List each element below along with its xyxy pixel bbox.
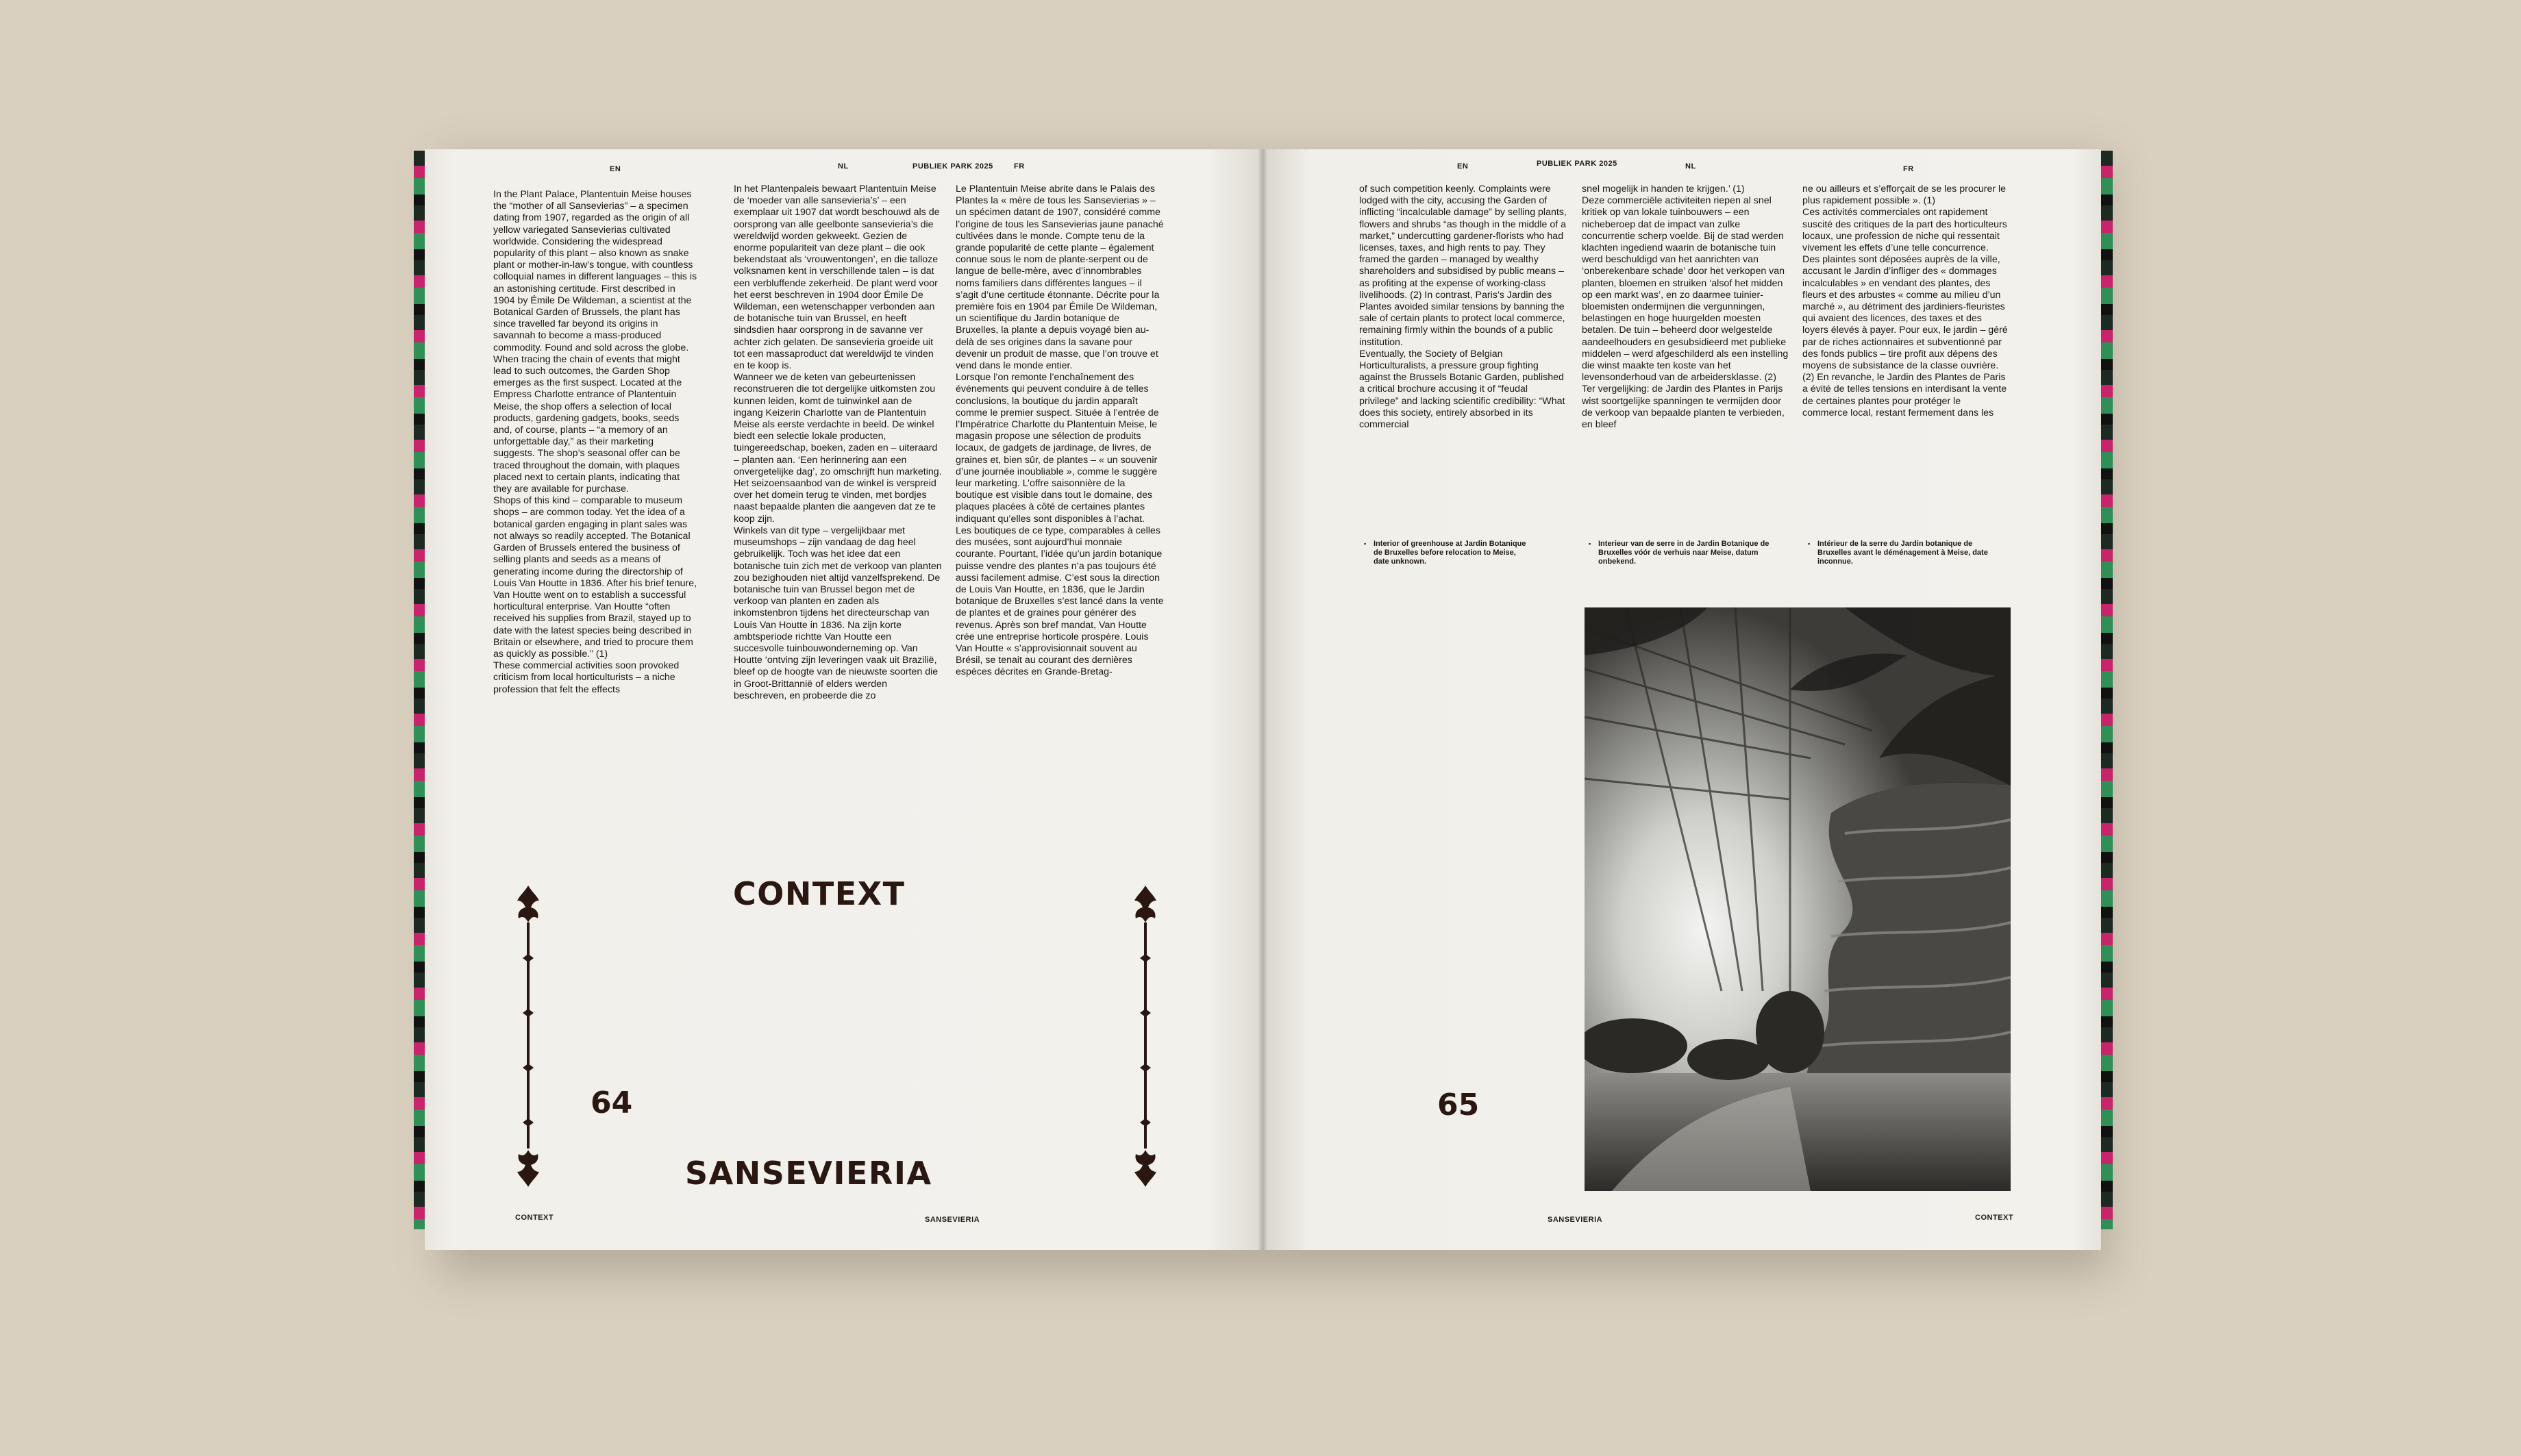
fleuron-ornament-icon bbox=[514, 886, 542, 1187]
footer-context: CONTEXT bbox=[1975, 1214, 2014, 1222]
header-lang-en: EN bbox=[1457, 162, 1469, 171]
header-lang-nl: NL bbox=[1685, 162, 1696, 171]
fleuron-ornament-icon bbox=[1132, 886, 1159, 1187]
page-number: 65 bbox=[1437, 1088, 1480, 1122]
header-lang-en: EN bbox=[610, 165, 621, 173]
greenhouse-photograph bbox=[1585, 607, 2011, 1191]
caption-dutch: ▪ Interieur van de serre in de Jardin Botanique de Bruxelles vóór de verhuis naar Meise, datum onbekend. bbox=[1598, 540, 1776, 566]
header-lang-fr: FR bbox=[1903, 165, 1914, 173]
footer-sansevieria: SANSEVIERIA bbox=[1548, 1216, 1603, 1224]
header-lang-fr: FR bbox=[1014, 162, 1025, 171]
column-english: of such competition keenly. Complaints were lodged with the city, accusing the Garden of inflicting “incalculable damage” by selling plants, flowers and shrubs “as though in the middle of a market,” undercutting gardener-florists who had licenses, taxes, and high rents to pay. They framed the garden – managed by wealthy shareholders and subsidised by public means – as profiting at the expense of working-class livelihoods. (2) In contrast, Paris’s Jardin des Plantes avoided similar tensions by banning the sale of certain plants to protect local commerce, remaining firmly within the bounds of a public institution. Eventually, the Society of Belgian Horticulturalists, a pressure group fighting against the Brussels Botanic Garden, published a critical brochure accusing it of “feudal privilege” and lacking scientific credibility: “What does this society, entirely absorbed in its commercial bbox=[1359, 184, 1567, 431]
header-title: PUBLIEK PARK 2025 bbox=[1537, 160, 1617, 168]
footer-sansevieria: SANSEVIERIA bbox=[925, 1216, 980, 1224]
column-french: ne ou ailleurs et s’efforçait de se les procurer le plus rapidement possible ». (1) Ces activités commerciales ont rapidement suscité des critiques de la part des horticulteurs locaux, une profession de niche qui ressentait vivement les effets d’une telle concurrence. Des plaintes sont déposées auprès de la ville, accusant le Jardin d’infliger des « dommages incalculables » en vendant des plantes, des fleurs et des arbustes « comme au milieu d’un marché », au détriment des jardiniers-fleuristes qui avaient des licences, des taxes et des loyers élevés à payer. Pour eux, le jardin – géré par de riches actionnaires et subventionné par des fonds publics – tire profit aux dépens des moyens de subsistance de la classe ouvrière. (2) En revanche, le Jardin des Plantes de Paris a évité de telles tensions en interdisant la vente de certaines plantes pour protéger le commerce local, restant fermement dans les bbox=[1802, 184, 2008, 418]
caption-english: ▪ Interior of greenhouse at Jardin Botanique de Bruxelles before relocation to Meise, date unknown. bbox=[1374, 540, 1531, 566]
column-dutch: snel mogelijk in handen te krijgen.’ (1) Deze commerciële activiteiten riepen al snel kritiek op van lokale tuinbouwers – een nicheberoep dat de impact van zulke concurrentie scherp voelde. Bij de stad werden klachten ingediend waarin de botanische tuin werd beschuldigd van het aanrichten van ‘onberekenbare schade’ door het verkopen van planten, bloemen en struiken ‘alsof het midden op een markt was’, en zo daarmee tuinier-bloemisten ondermijnen die vergunningen, belastingen en hoge huurgelden moesten betalen. De tuin – beheerd door welgestelde aandeelhouders en gesubsidieerd met publieke middelen – werd afgeschilderd als een instelling die winst maakte ten koste van het levensonderhoud van de arbeidersklasse. (2) Ter vergelijking: de Jardin des Plantes in Parijs wist soortgelijke spanningen te vermijden door de verkoop van bepaalde planten te verbieden, en bleef bbox=[1582, 184, 1789, 431]
column-french: Le Plantentuin Meise abrite dans le Palais des Plantes la « mère de tous les Sansevierias » – un spécimen datant de 1907, considéré comme l’origine de tous les Sansevierias jaune panaché cultivées dans le monde. Compte tenu de la grande popularité de cette plante – également connue sous le nom de plante-serpent ou de langue de belle-mère, avec d’innombrables noms familiers dans différentes langues – il s’agit d’une certitude étonnante. Décrite pour la première fois en 1904 par Émile De Wildeman, un scientifique du Jardin botanique de Bruxelles, la plante a depuis voyagé bien au-delà de ses origines dans la savane pour devenir un produit de masse, que l’on trouve et vend dans le monde entier. Lorsque l’on remonte l’enchaînement des événements qui peuvent conduire à de telles conclusions, la boutique du jardin apparaît comme le premier suspect. Située à l’entrée de l’Impératrice Charlotte du Plantentuin Meise, le magasin propose une sélection de produits locaux, de gadgets de jardinage, de livres, de graines et, bien sûr, de plantes – « un souvenir d’une journée inoubliable », comme le suggère leur marketing. L’offre saisonnière de la boutique est visible dans tout le domaine, des plaques placées à côté de certaines plantes indiquant qu’elles sont disponibles à l’achat. Les boutiques de ce type, comparables à celles des musées, sont aujourd’hui monnaie courante. Pourtant, l’idée qu’un jardin botanique puisse vendre des plantes n’a pas toujours été aussi facilement admise. C’est sous la direction de Louis Van Houtte, en 1836, que le Jardin botanique de Bruxelles s’est lancé dans la vente de plantes et de graines pour générer des revenus. Après son bref mandat, Van Houtte crée une entreprise horticole prospère. Louis Van Houtte « s’approvisionnait souvent au Brésil, se tenait au courant des dernières espèces décrites en Grande-Bretag- bbox=[956, 184, 1164, 678]
column-dutch: In het Plantenpaleis bewaart Plantentuin Meise de ‘moeder van alle sansevieria’s’ – een exemplaar uit 1907 dat wordt beschouwd als de oorsprong van alle geelbonte sansevieria’s die wereldwijd worden gekweekt. Gezien de enorme populariteit van deze plant – die ook bekendstaat als ‘vrouwentongen’, en die talloze volksnamen kent in verschillende talen – is dat een verbluffende zekerheid. De plant werd voor het eerst beschreven in 1904 door Émile De Wildeman, een wetenschapper verbonden aan de botanische tuin van Brussel, en heeft sindsdien haar oorsprong in de savanne ver achter zich gelaten. De sansevieria groeide uit tot een massaproduct dat wereldwijd te vinden en te koop is. Wanneer we de keten van gebeurtenissen reconstrueren die tot dergelijke uitkomsten zou kunnen leiden, komt de tuinwinkel aan de ingang Keizerin Charlotte van de Plantentuin Meise als eerste verdachte in beeld. De winkel biedt een selectie lokale producten, tuingereedschap, boeken, zaden en – uiteraard – planten aan. ‘Een herinnering aan een onvergetelijke dag’, zo omschrijft hun marketing. Het seizoensaanbod van de winkel is verspreid over het domein terug te vinden, met bordjes naast bepaalde planten die aangeven dat ze te koop zijn. Winkels van dit type – vergelijkbaar met museumshops – zijn vandaag de dag heel gebruikelijk. Toch was het idee dat een botanische tuin zich met de verkoop van planten zou bezighouden niet altijd vanzelfsprekend. De botanische tuin van Brussel begon met de verkoop van planten en zaden als inkomstenbron tijdens het directeurschap van Louis Van Houtte in 1836. Na zijn korte ambtsperiode richtte Van Houtte een succesvolle tuinbouwonderneming op. Van Houtte ‘ontving zijn leveringen vaak uit Brazilië, bleef op de hoogte van de nieuwste soorten die in Groot-Brittannië of elders werden beschreven, en probeerde die zo bbox=[734, 184, 942, 701]
section-title-context: CONTEXT bbox=[733, 875, 906, 912]
section-title-sansevieria: SANSEVIERIA bbox=[685, 1155, 932, 1192]
header-lang-nl: NL bbox=[838, 162, 849, 171]
left-page bbox=[425, 149, 1263, 1250]
page-number: 64 bbox=[591, 1085, 633, 1120]
book-page-edge-right bbox=[2100, 151, 2113, 1229]
book-gutter bbox=[1258, 149, 1267, 1250]
column-english: In the Plant Palace, Plantentuin Meise houses the “mother of all Sansevierias” – a specimen dating from 1907, regarded as the origin of all yellow variegated Sansevierias cultivated worldwide. Considering the widespread popularity of this plant – also known as snake plant or mother-in-law’s tongue, with countless colloquial names in different languages – this is an astonishing certitude. First described in 1904 by Émile De Wildeman, a scientist at the Botanical Garden of Brussels, the plant has since travelled far beyond its origins in savannah to become a mass-produced commodity. Found and sold across the globe. When tracing the chain of events that might lead to such outcomes, the Garden Shop emerges as the first suspect. Located at the Empress Charlotte entrance of Plantentuin Meise, the shop offers a selection of local products, gardening gadgets, books, seeds and, of course, plants – “a memory of an unforgettable day,” as their marketing suggests. The shop’s seasonal offer can be traced throughout the domain, with plaques placed next to certain plants, indicating that they are available for purchase. Shops of this kind – comparable to museum shops – are common today. Yet the idea of a botanical garden engaging in plant sales was not always so readily accepted. The Botanical Garden of Brussels entered the business of selling plants and seeds as a means of generating income during the directorship of Louis Van Houtte in 1836. After his brief tenure, Van Houtte went on to establish a successful horticultural enterprise. Van Houtte “often received his supplies from Brazil, stayed up to date with the latest species being described in Britain or elsewhere, and tried to procure them as quickly as possible.” (1) These commercial activities soon provoked criticism from local horticulturists – a niche profession that felt the effects bbox=[493, 189, 697, 695]
header-title: PUBLIEK PARK 2025 bbox=[912, 162, 993, 171]
footer-context: CONTEXT bbox=[515, 1214, 554, 1222]
caption-french: ▪ Intérieur de la serre du Jardin botanique de Bruxelles avant le déménagement à Meise, date inconnue. bbox=[1817, 540, 1989, 566]
